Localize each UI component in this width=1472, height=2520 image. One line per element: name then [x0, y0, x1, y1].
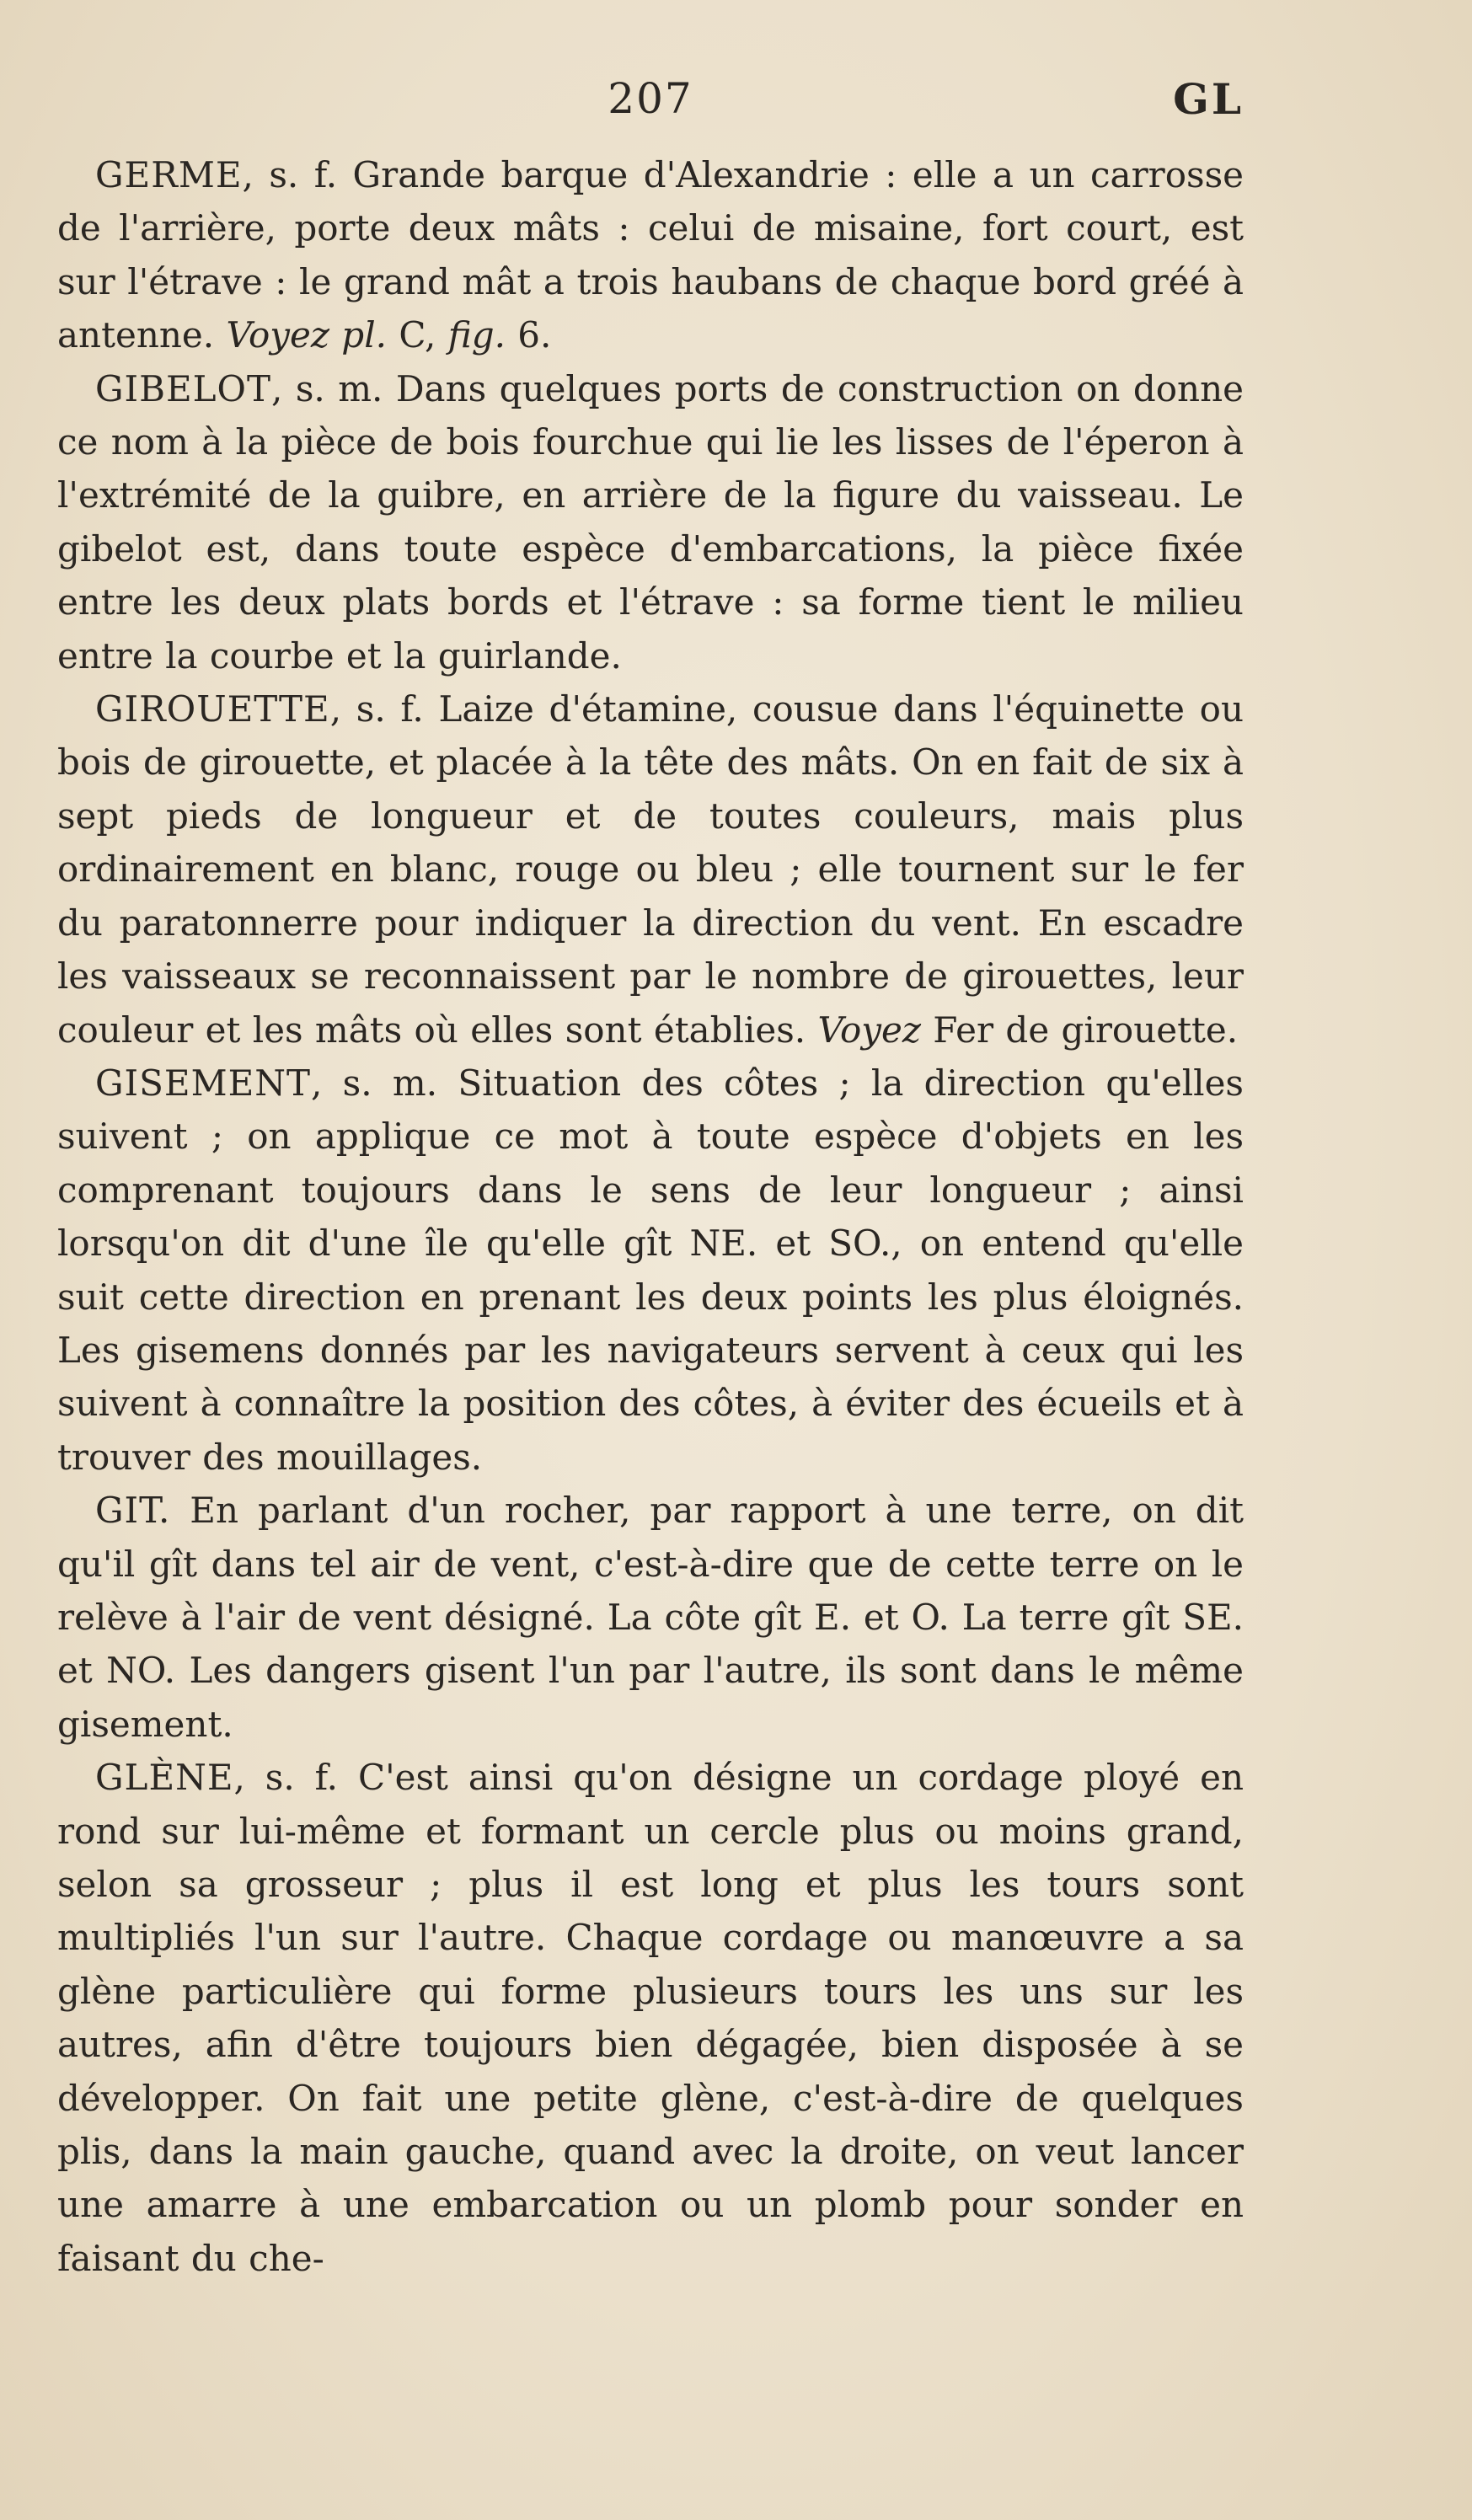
- entry-git: [57, 1484, 1244, 1751]
- definition: En parlant d'un rocher, par rapport à une terre, on dit qu'il gît dans tel air de vent, c'est-à-dire que de cette terre on le relève à l'air de vent désigné. La côte gît E. et O. La terre gît SE. et NO. Les dangers gisent l'un par l'autre, ils sont dans le même gisement.: [57, 1490, 1244, 1745]
- headword: GIROUETTE: [95, 688, 330, 730]
- cross-reference-number: 6.: [505, 314, 552, 356]
- definition: C'est ainsi qu'on désigne un cordage ployé en rond sur lui-même et formant un cercle plus ou moins grand, selon sa grosseur ; plus il est long et plus les tours sont multipliés l'un sur l'autre. Chaque cordage ou manœuvre a sa glène particulière qui forme plusieurs tours les uns sur les autres, afin d'être toujours bien dégagée, bien disposée à se développer. On fait une petite glène, c'est-à-dire de quelques plis, dans la main gauche, quand avec la droite, on veut lancer une amarre à une embarcation ou un plomb pour sonder en faisant du che-: [57, 1757, 1244, 2279]
- entry-gisement: [57, 1057, 1244, 1484]
- definition: Dans quelques ports de construction on donne ce nom à la pièce de bois fourchue qui lie les lisses de l'éperon à l'extrémité de la guibre, en arrière de la figure du vaisseau. Le gibelot est, dans toute espèce d'embarcations, la pièce fixée entre les deux plats bords et l'étrave : sa forme tient le milieu entre la courbe et la guirlande.: [57, 367, 1245, 677]
- grammar-note: , s. m.: [311, 1062, 438, 1104]
- book-page: [57, 74, 1244, 2285]
- grammar-note: , s. f.: [242, 154, 338, 195]
- headword: GLÈNE: [95, 1757, 234, 1799]
- grammar-note: , s. f.: [329, 688, 424, 730]
- definition: Situation des côtes ; la direction qu'elles suivent ; on applique ce mot à toute espèce d'objets en les comprenant toujours dans le sens de leur longueur ; ainsi lorsqu'on dit d'une île qu'elle gît NE. et SO., on entend qu'elle suit cette direction en prenant les deux points les plus éloignés. Les gisemens donnés par les navigateurs servent à ceux qui les suivent à connaître la position des côtes, à éviter des écueils et à trouver des mouillages.: [57, 1062, 1244, 1478]
- headword: GERME: [95, 154, 243, 195]
- cross-reference: Voyez: [817, 1009, 921, 1051]
- grammar-note: , s. m.: [271, 367, 383, 409]
- cross-reference-plate: C,: [386, 314, 448, 356]
- entry-girouette: [57, 682, 1244, 1057]
- definition: Laize d'étamine, cousue dans l'équinette ou bois de girouette, et placée à la tête des mâts. On en fait de six à sept pieds de longueur et de toutes couleurs, mais plus ordinairement en blanc, rouge ou bleu ; elle tournent sur le fer du paratonnerre pour indiquer la direction du vent. En escadre les vaisseaux se reconnaissent par le nombre de girouettes, leur couleur et les mâts où elles sont établies.: [57, 688, 1245, 1051]
- cross-reference-target: Fer de girouette.: [920, 1009, 1239, 1051]
- entry-gibelot: [57, 362, 1244, 682]
- entry-glene: [57, 1751, 1244, 2285]
- cross-reference-fig: fig.: [447, 314, 506, 356]
- headword: GIT.: [95, 1490, 171, 1532]
- dictionary-entries: [57, 148, 1244, 2285]
- cross-reference: Voyez pl.: [226, 314, 387, 356]
- running-head: [57, 74, 1244, 142]
- grammar-note: , s. f.: [233, 1757, 339, 1799]
- page-number: 207: [608, 74, 693, 123]
- definition: Grande barque d'Alexandrie : elle a un carrosse de l'arrière, porte deux mâts : celui de misaine, fort court, est sur l'étrave : le grand mât a trois haubans de chaque bord gréé à antenne.: [57, 154, 1244, 356]
- headword: GIBELOT: [95, 367, 272, 409]
- entry-germe: [57, 148, 1244, 362]
- section-letters: GL: [1173, 74, 1244, 124]
- headword: GISEMENT: [95, 1062, 312, 1104]
